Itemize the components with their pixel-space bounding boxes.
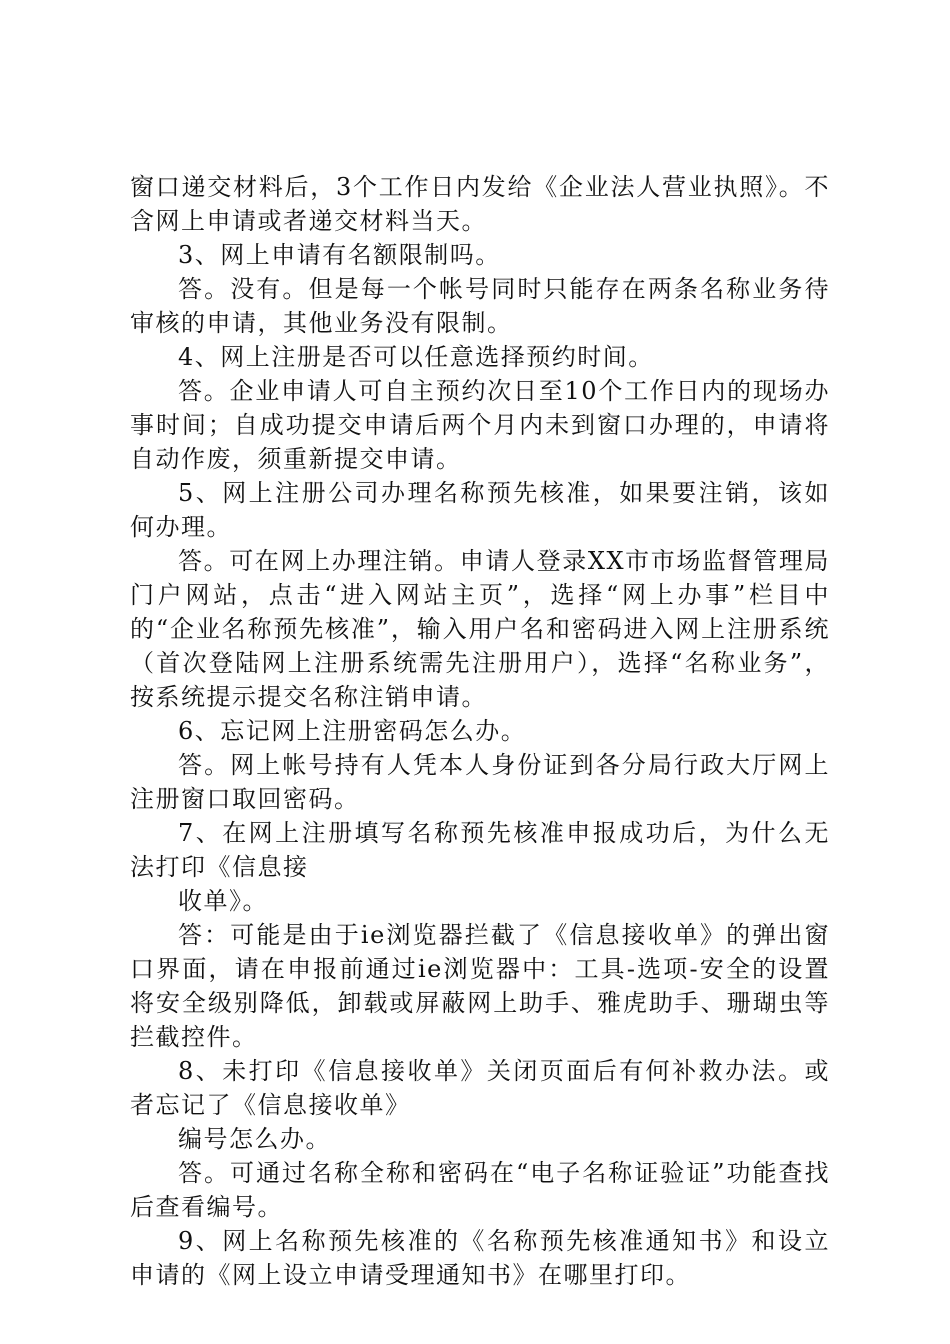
answer-6: 答。网上帐号持有人凭本人身份证到各分局行政大厅网上注册窗口取回密码。 [130, 751, 830, 813]
answer-3: 答。没有。但是每一个帐号同时只能存在两条名称业务待审核的申请，其他业务没有限制。 [130, 275, 830, 337]
question-3: 3、网上申请有名额限制吗。 [178, 241, 501, 269]
question-4: 4、网上注册是否可以任意选择预约时间。 [178, 343, 654, 371]
question-6: 6、忘记网上注册密码怎么办。 [178, 717, 527, 745]
document-body [130, 170, 830, 1292]
question-7-continued: 收单》。 [178, 887, 268, 915]
answer-8: 答。可通过名称全称和密码在“电子名称证验证”功能查找后查看编号。 [130, 1159, 830, 1221]
question-7: 7、在网上注册填写名称预先核准申报成功后，为什么无法打印《信息接 [130, 819, 830, 881]
question-5: 5、网上注册公司办理名称预先核准，如果要注销，该如何办理。 [130, 479, 830, 541]
question-9: 9、网上名称预先核准的《名称预先核准通知书》和设立申请的《网上设立申请受理通知书》在哪里打印。 [130, 1227, 830, 1289]
paragraph: 窗口递交材料后，3个工作日内发给《企业法人营业执照》。不含网上申请或者递交材料当天。 [130, 173, 830, 235]
answer-5: 答。可在网上办理注销。申请人登录XX市市场监督管理局门户网站，点击“进入网站主页”，选择“网上办事”栏目中的“企业名称预先核准”，输入用户名和密码进入网上注册系统（首次登陆网上注册系统需先注册用户），选择“名称业务”，按系统提示提交名称注销申请。 [130, 547, 830, 711]
question-8-continued: 编号怎么办。 [178, 1125, 331, 1153]
answer-7: 答：可能是由于ie浏览器拦截了《信息接收单》的弹出窗口界面，请在申报前通过ie浏览器中：工具-选项-安全的设置将安全级别降低，卸载或屏蔽网上助手、雅虎助手、珊瑚虫等拦截控件。 [130, 921, 830, 1051]
answer-4: 答。企业申请人可自主预约次日至10个工作日内的现场办事时间；自成功提交申请后两个月内未到窗口办理的，申请将自动作废，须重新提交申请。 [130, 377, 830, 473]
question-8: 8、未打印《信息接收单》关闭页面后有何补救办法。或者忘记了《信息接收单》 [130, 1057, 830, 1119]
